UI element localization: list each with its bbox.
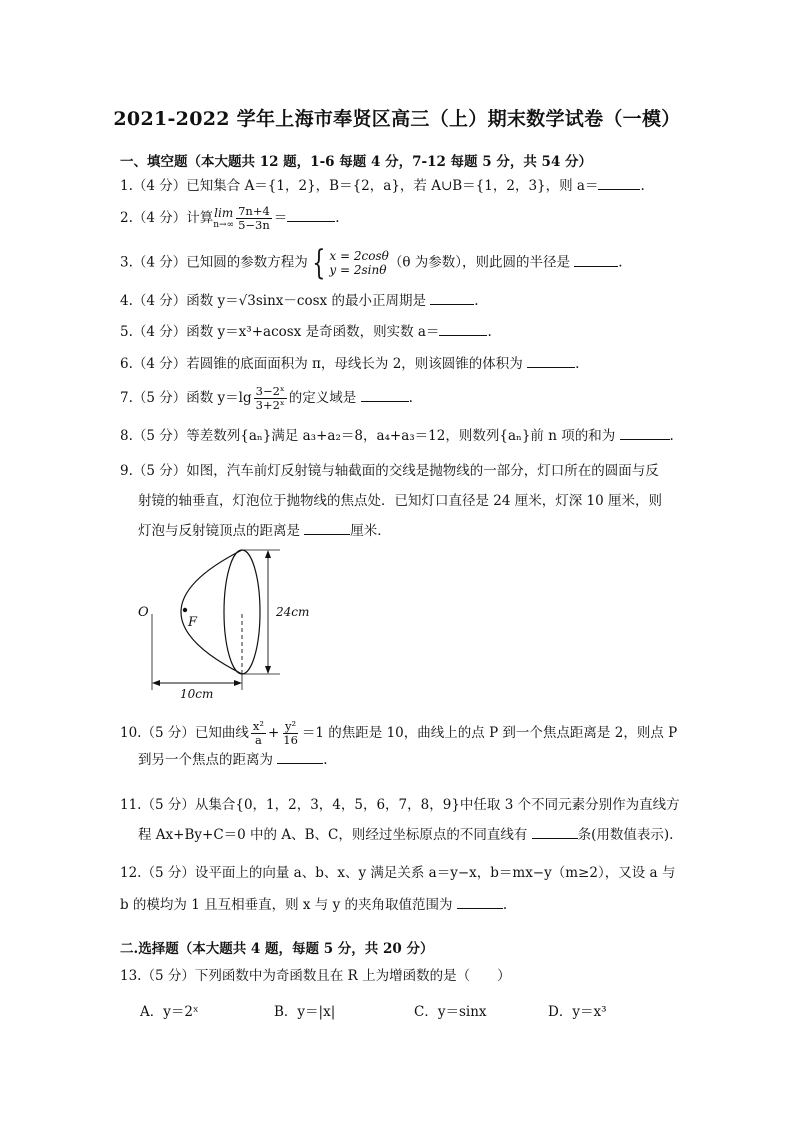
- question-11-line-1: 11.（5 分）从集合{0，1，2，3，4，5，6，7，8，9}中任取 3 个不同元素分别作为直线方: [120, 797, 680, 813]
- question-1-text: A＝{1，2}，B＝{2，a}，若 A∪B＝{1，2，3}，则 a＝: [244, 178, 599, 194]
- arrow-left-icon: [152, 680, 160, 686]
- question-9: [120, 456, 680, 546]
- parametric-line-x: x = 2cosθ: [329, 249, 389, 263]
- section-heading-multiple-choice: 二.选择题（本大题共 4 题，每题 5 分，共 20 分）: [120, 941, 434, 957]
- question-10-line-2-text: 到另一个焦点的距离为: [138, 752, 278, 768]
- question-2-text: 2.（4 分）计算: [120, 210, 214, 226]
- arrow-right-icon: [234, 680, 242, 686]
- limit-symbol: lim: [214, 205, 234, 220]
- fraction-numerator: x²: [252, 719, 264, 733]
- answer-blank: [532, 824, 578, 839]
- fraction-numerator: 3−2ˣ: [255, 384, 285, 398]
- question-5: 5.（4 分）函数 y＝x³+acosx 是奇函数，则实数 a＝ .: [120, 321, 680, 343]
- answer-blank: [620, 425, 670, 440]
- question-7-tail: 的定义域是: [288, 390, 361, 406]
- question-10-tail: ＝1 的焦距是 10，曲线上的点 P 到一个焦点距离是 2，则点 P: [301, 725, 678, 741]
- answer-blank: [287, 207, 335, 222]
- question-12-line-2-text: b 的模均为 1 且互相垂直，则 x 与 y 的夹角取值范围为: [120, 897, 457, 913]
- vertex-label-o: O: [138, 605, 149, 620]
- question-6: 6.（4 分）若圆锥的底面面积为 π，母线长为 2，则该圆锥的体积为 .: [120, 353, 680, 375]
- limit-subscript: n→∞: [213, 219, 235, 230]
- depth-label: 10cm: [180, 687, 214, 701]
- answer-blank: [598, 175, 640, 190]
- question-12-line-1: 12.（5 分）设平面上的向量 a、b、x、y 满足关系 a＝y−x，b＝mx−y（m≥2），又设 a 与: [120, 865, 676, 881]
- choice-c[interactable]: C．y＝sinx: [414, 1004, 487, 1020]
- answer-blank: [457, 894, 503, 909]
- question-9-line-1: 9.（5 分）如图，汽车前灯反射镜与轴截面的交线是抛物线的一部分，灯口所在的圆面与反: [120, 463, 659, 479]
- headlight-parabola-figure: [130, 540, 330, 710]
- fraction-numerator: 7n+4: [238, 204, 270, 218]
- question-10: [120, 720, 680, 773]
- question-3-text: 3.（4 分）已知圆的参数方程为: [120, 254, 308, 271]
- fraction: [236, 205, 272, 232]
- answer-blank: [430, 290, 474, 305]
- question-1: [120, 175, 680, 197]
- answer-blank: [527, 353, 575, 368]
- parabola-curve: [181, 550, 242, 674]
- diameter-label: 24cm: [276, 605, 310, 619]
- question-9-unit: 厘米．: [350, 523, 391, 539]
- question-5-text: 5.（4 分）函数 y＝x³+acosx 是奇函数，则实数 a＝: [120, 324, 440, 340]
- question-9-line-2: 射镜的轴垂直，灯泡位于抛物线的焦点处．已知灯口直径是 24 厘米，灯深 10 厘米，则: [138, 493, 663, 509]
- page-title: 2021-2022 学年上海市奉贤区高三（上）期末数学试卷（一模）: [113, 108, 681, 130]
- question-11-line-2: [120, 820, 680, 850]
- question-4-text: 4.（4 分）函数 y＝√3sinx－cosx 的最小正周期是: [120, 293, 431, 309]
- question-13-text: 13.（5 分）下列函数中为奇函数且在 R 上为增函数的是（ ）: [120, 968, 511, 984]
- limit-expression: [213, 207, 234, 231]
- question-1-tail: .: [640, 178, 645, 194]
- fraction-denominator: a: [254, 733, 262, 747]
- arrow-up-icon: [265, 550, 271, 558]
- question-4: 4.（4 分）函数 y＝√3sinx－cosx 的最小正周期是 .: [120, 290, 680, 312]
- plus-sign: +: [267, 725, 280, 741]
- question-11-line-2-text: 程 Ax+By+C＝0 中的 A、B、C，则经过坐标原点的不同直线有: [138, 827, 532, 843]
- question-11-tail: 条(用数值表示).: [577, 827, 674, 843]
- question-8: 8.（5 分）等差数列{aₙ}满足 a₃+a₂＝8，a₄+a₃＝12，则数列{aₙ}前 n 项的和为 .: [120, 425, 680, 447]
- arrow-down-icon: [265, 666, 271, 674]
- focus-label-f: F: [188, 615, 198, 630]
- fraction-x: [251, 720, 266, 747]
- left-brace: {: [312, 243, 326, 283]
- question-3-tail: （θ 为参数），则此圆的半径是: [388, 254, 575, 271]
- parametric-system: [308, 243, 389, 283]
- parametric-line-y: y = 2sinθ: [329, 263, 387, 277]
- fraction-y: [281, 720, 300, 747]
- fraction-denominator: 16: [283, 733, 298, 747]
- question-12: [120, 857, 680, 921]
- question-2: 2.（4 分）计算 lim n→∞ $\frac{7n+4}{5-3n}$ ＝ .: [120, 204, 340, 232]
- equals-sign: ＝: [273, 210, 288, 226]
- question-9-line-3-text: 灯泡与反射镜顶点的距离是: [138, 523, 305, 539]
- lamp-opening-ellipse: [224, 550, 260, 674]
- answer-blank: [361, 387, 409, 402]
- question-8-text: 8.（5 分）等差数列{aₙ}满足 a₃+a₂＝8，a₄+a₃＝12，则数列{aₙ}前 n 项的和为: [120, 428, 620, 444]
- fraction-denominator: 5−3n: [238, 218, 270, 232]
- answer-blank: [277, 749, 323, 764]
- question-11: [120, 790, 680, 850]
- answer-blank: [439, 321, 487, 336]
- choice-a[interactable]: A．y＝2ˣ: [140, 1004, 199, 1020]
- fraction-numerator: y²: [285, 719, 297, 733]
- question-6-text: 6.（4 分）若圆锥的底面面积为 π，母线长为 2，则该圆锥的体积为: [120, 356, 528, 372]
- fraction-denominator: 3+2ˣ: [255, 398, 285, 412]
- answer-blank: [574, 252, 618, 267]
- question-7-text: 7.（5 分）函数 y＝lg: [120, 390, 252, 406]
- question-3: 3.（4 分）已知圆的参数方程为 { x = 2cosθ y = 2sinθ （θ 为参数），则此圆的半径是 .: [120, 243, 623, 283]
- fraction: [254, 385, 287, 412]
- question-10-text: 10.（5 分）已知曲线: [120, 725, 249, 741]
- question-10-line-2: 到另一个焦点的距离为 .: [120, 747, 680, 773]
- question-13: [120, 965, 680, 987]
- focus-point: [183, 608, 187, 612]
- question-12-line-2: b 的模均为 1 且互相垂直，则 x 与 y 的夹角取值范围为 .: [120, 889, 680, 921]
- answer-blank: [304, 520, 350, 535]
- section-heading-fill-in: 一、填空题（本大题共 12 题，1-6 每题 4 分，7-12 每题 5 分，共 54 分）: [120, 154, 593, 170]
- question-7: 7.（5 分）函数 y＝lg $\frac{\text{3−2ˣ}}{\text{3+2ˣ}}$ 的定义域是 .: [120, 384, 413, 412]
- question-1-number: 1.（4 分）已知集合: [120, 178, 245, 194]
- choice-b[interactable]: B．y＝|x|: [274, 1004, 336, 1020]
- choice-d[interactable]: D．y＝x³: [548, 1004, 607, 1020]
